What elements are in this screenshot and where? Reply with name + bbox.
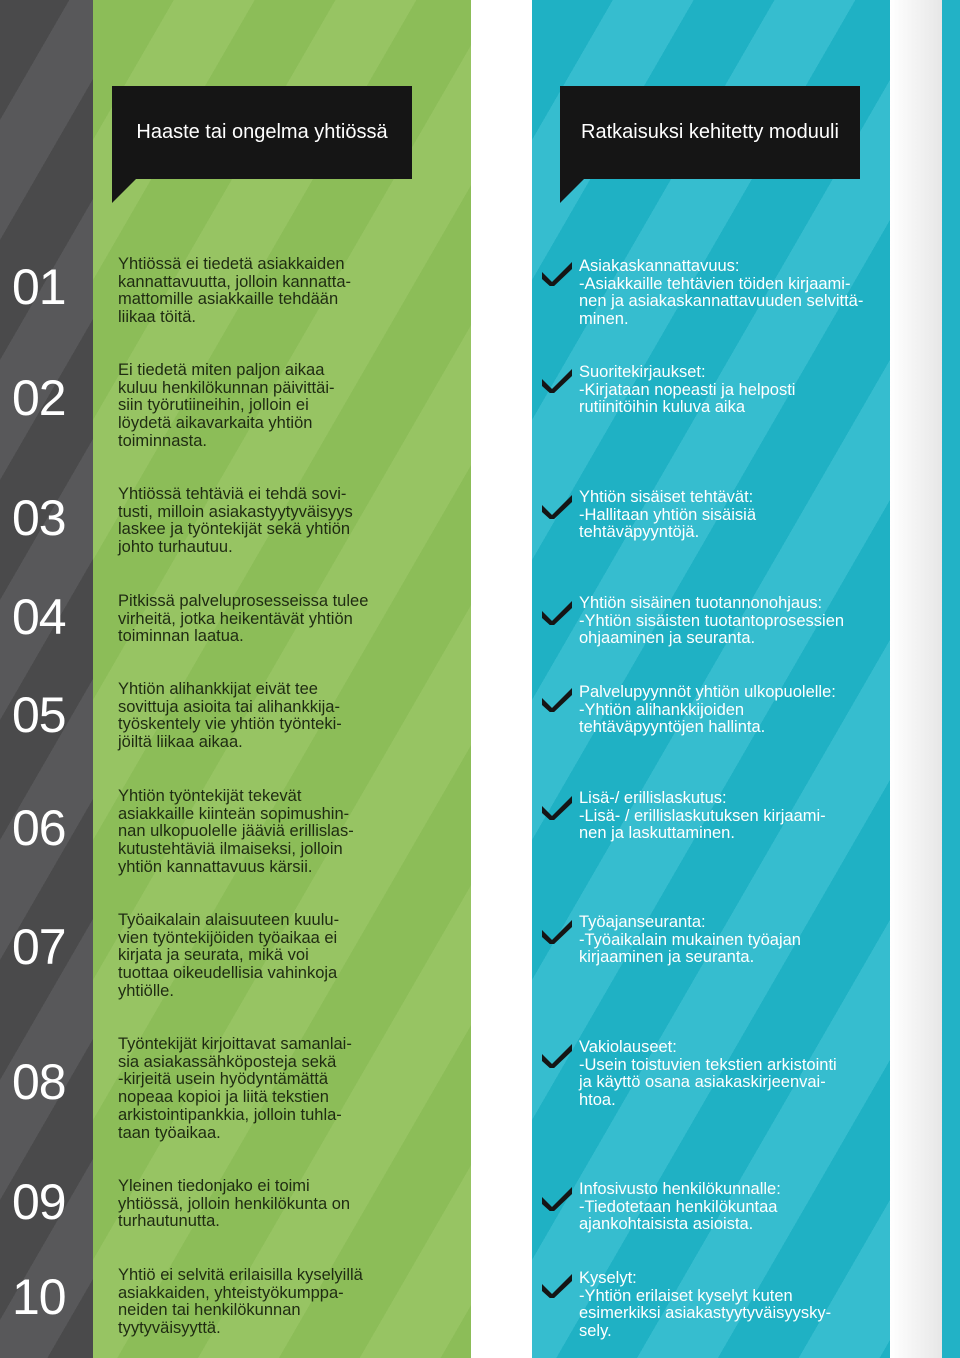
problem-text-10: Yhtiö ei selvitä erilaisilla kyselyillä asiakkaiden, yhteistyökumppa- neiden tai henkilökunnan tyytyväisyyttä. xyxy=(118,1266,363,1338)
solution-text-07: Työajanseuranta: -Työaikalain mukainen työajan kirjaaminen ja seuranta. xyxy=(579,913,801,967)
problem-text-05: Yhtiön alihankkijat eivät tee sovittuja asioita tai alihankkija- työskentely vie yhtiön työnteki- jöiltä liikaa aikaa. xyxy=(118,680,342,752)
right-gap xyxy=(890,0,942,1358)
solution-text-02: Suoritekirjaukset: -Kirjataan nopeasti ja helposti rutiinitöihin kuluva aika xyxy=(579,363,796,417)
problem-column xyxy=(93,0,471,1358)
right-edge-stripe xyxy=(942,0,960,1358)
checkmark-icon xyxy=(540,597,574,625)
problem-text-09: Yleinen tiedonjako ei toimi yhtiössä, jolloin henkilökunta on turhautunutta. xyxy=(118,1177,351,1231)
row-number-09: 09 xyxy=(12,1174,66,1230)
problem-header xyxy=(112,86,412,179)
row-number-05: 05 xyxy=(12,687,66,743)
problem-text-06: Yhtiön työntekijät tekevät asiakkaille kiinteän sopimushin- nan ulkopuolelle jääviä erillislas- kutustehtäviä ilmaiseksi, jolloin yhtiön kannattavuus kärsii. xyxy=(118,787,354,876)
solution-text-10: Kyselyt: -Yhtiön erilaiset kyselyt kuten esimerkiksi asiakastyytyväisyysky- sely. xyxy=(579,1269,832,1341)
number-column xyxy=(0,0,93,1358)
problem-header-tail xyxy=(112,179,136,203)
solution-text-04: Yhtiön sisäinen tuotannonohjaus: -Yhtiön sisäisten tuotantoprosessien ohjaaminen ja seuranta. xyxy=(579,594,845,648)
solution-header-tail xyxy=(560,179,584,203)
solution-column xyxy=(532,0,890,1358)
solution-text-09: Infosivusto henkilökunnalle: -Tiedotetaan henkilökuntaa ajankohtaisista asioista. xyxy=(579,1180,781,1234)
row-number-03: 03 xyxy=(12,490,66,546)
problem-header-label: Haaste tai ongelma yhtiössä xyxy=(136,121,388,143)
problem-text-07: Työaikalain alaisuuteen kuulu- vien työntekijöiden työaikaa ei kirjata ja seurata, mikä voi tuottaa oikeudellisia vahinkoja yhtiölle. xyxy=(118,911,340,1000)
column-divider xyxy=(471,0,532,1358)
row-number-04: 04 xyxy=(12,589,66,645)
checkmark-icon xyxy=(540,1270,574,1298)
checkmark-icon xyxy=(540,365,574,393)
solution-header-label: Ratkaisuksi kehitetty moduuli xyxy=(581,121,839,143)
checkmark-icon xyxy=(540,491,574,519)
solution-text-03: Yhtiön sisäiset tehtävät: -Hallitaan yhtiön sisäisiä tehtäväpyyntöjä. xyxy=(579,488,756,542)
row-number-10: 10 xyxy=(12,1269,66,1325)
checkmark-icon xyxy=(540,258,574,286)
problem-text-03: Yhtiössä tehtäviä ei tehdä sovi- tusti, milloin asiakastyytyväisyys laskee ja työntekijät sekä yhtiön johto turhautuu. xyxy=(118,485,353,557)
row-number-02: 02 xyxy=(12,370,66,426)
checkmark-icon xyxy=(540,684,574,712)
checkmark-icon xyxy=(540,1183,574,1211)
solution-text-08: Vakiolauseet: -Usein toistuvien tekstien arkistointi ja käyttö osana asiakaskirjeenvai- htoa. xyxy=(579,1038,837,1110)
solution-header xyxy=(560,86,860,179)
checkmark-icon xyxy=(540,792,574,820)
checkmark-icon xyxy=(540,1040,574,1068)
solution-text-05: Palvelupyynnöt yhtiön ulkopuolelle: -Yhtiön alihankkijoiden tehtäväpyyntöjen hallinta. xyxy=(579,683,836,737)
row-number-06: 06 xyxy=(12,800,66,856)
row-number-07: 07 xyxy=(12,919,66,975)
solution-text-06: Lisä-/ erillislaskutus: -Lisä- / erillislaskutuksen kirjaami- nen ja laskuttaminen. xyxy=(579,789,826,843)
row-number-01: 01 xyxy=(12,259,66,315)
row-number-08: 08 xyxy=(12,1054,66,1110)
problem-text-04: Pitkissä palveluprosesseissa tulee virheitä, jotka heikentävät yhtiön toiminnan laatua. xyxy=(118,592,369,646)
problem-text-08: Työntekijät kirjoittavat samanlai- sia asiakassähköposteja sekä -kirjeitä usein hyödyntämättä nopeaa kopioi ja liitä tekstien arkistointipankkia, jolloin tuhla- taan työaikaa. xyxy=(118,1035,352,1142)
solution-text-01: Asiakaskannattavuus: -Asiakkaille tehtävien töiden kirjaami- nen ja asiakaskannattavuuden selvittä- minen. xyxy=(579,257,864,329)
problem-text-02: Ei tiedetä miten paljon aikaa kuluu henkilökunnan päivittäi- siin työrutiineihin, jolloin ei löydetä aikavarkaita yhtiön toiminnasta. xyxy=(118,361,335,450)
problem-text-01: Yhtiössä ei tiedetä asiakkaiden kannattavuutta, jolloin kannatta- mattomille asiakkaille tehdään liikaa töitä. xyxy=(118,255,351,327)
checkmark-icon xyxy=(540,916,574,944)
